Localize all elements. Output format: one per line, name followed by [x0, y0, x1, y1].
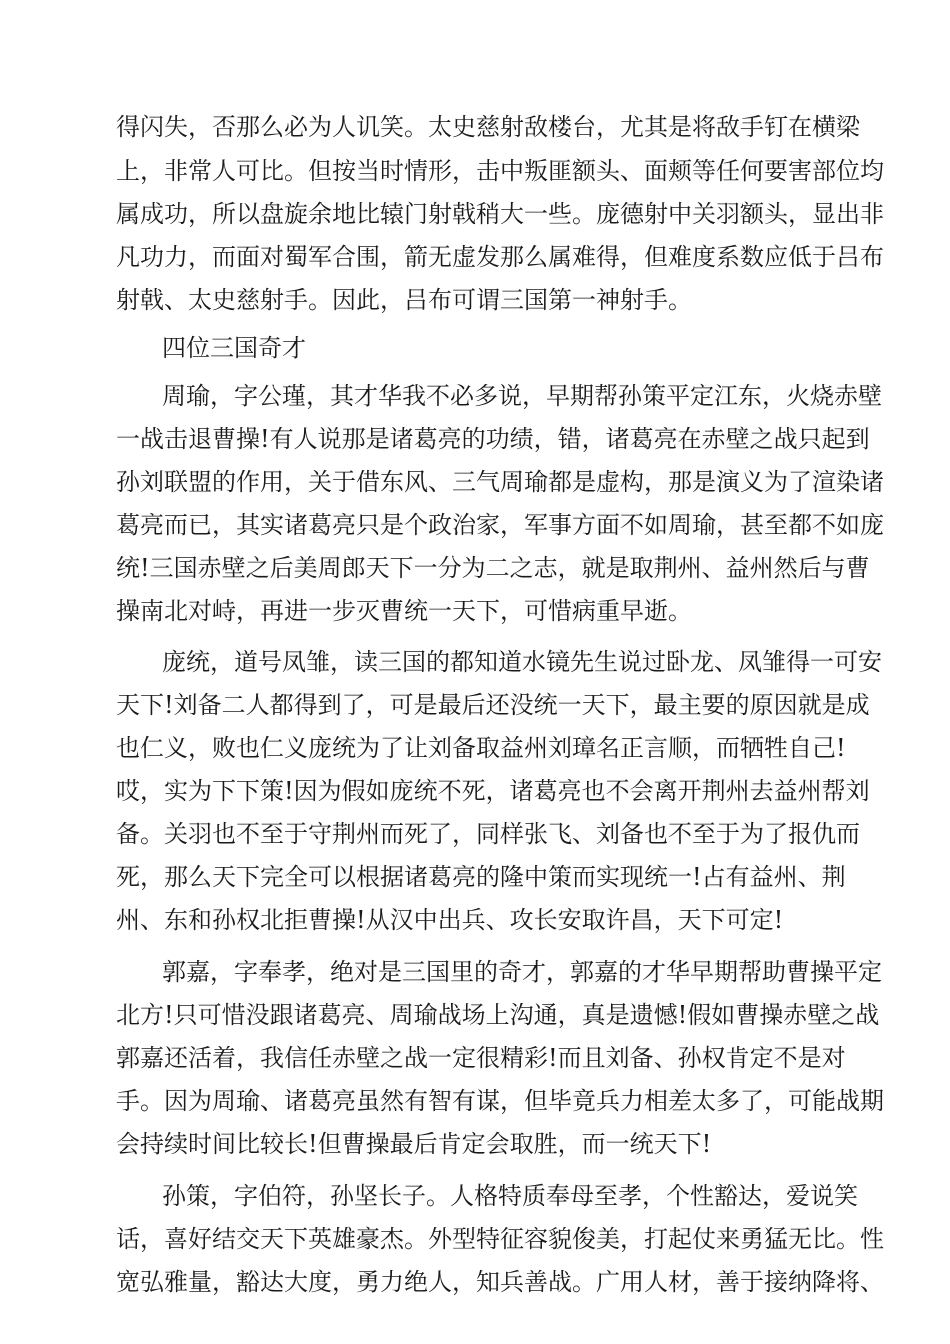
line-text: 宽弘雅量，豁达大度，勇力绝人，知兵善战。广用人材，善于接纳降将、 — [116, 1268, 884, 1296]
line-text: 州、东和孙权北拒曹操!从汉中出兵、攻长安取许昌，天下可定! — [116, 906, 784, 934]
text-line — [0, 375, 950, 417]
section-heading — [0, 327, 950, 369]
text-line — [0, 418, 950, 460]
line-text: 上，非常人可比。但按当时情形，击中叛匪额头、面颊等任何要害部位均 — [116, 157, 884, 185]
line-text: 葛亮而已，其实诸葛亮只是个政治家，军事方面不如周瑜，甚至都不如庞 — [116, 511, 884, 539]
line-text: 统!三国赤壁之后美周郎天下一分为二之志，就是取荆州、益州然后与曹 — [116, 554, 870, 582]
line-text: 哎，实为下下策!因为假如庞统不死，诸葛亮也不会离开荆州去益州帮刘 — [116, 777, 870, 805]
text-line — [0, 590, 950, 632]
text-line — [0, 1037, 950, 1079]
text-line — [0, 236, 950, 278]
line-text: 话，喜好结交天下英雄豪杰。外型特征容貌俊美，打起仗来勇猛无比。性 — [116, 1225, 884, 1253]
text-line — [0, 150, 950, 192]
text-line — [0, 770, 950, 812]
text-line — [0, 1175, 950, 1217]
line-text: 孙策，字伯符，孙坚长子。人格特质奉母至孝，个性豁达，爱说笑 — [162, 1182, 858, 1210]
line-text: 也仁义，败也仁义庞统为了让刘备取益州刘璋名正言顺，而牺牲自己! — [116, 734, 846, 762]
line-text: 庞统，道号凤雏，读三国的都知道水镜先生说过卧龙、凤雏得一可安 — [162, 648, 882, 676]
line-text: 孙刘联盟的作用，关于借东风、三气周瑜都是虚构，那是演义为了渲染诸 — [116, 468, 884, 496]
line-text: 周瑜，字公瑾，其才华我不必多说，早期帮孙策平定江东，火烧赤壁 — [162, 382, 882, 410]
line-text: 射戟、太史慈射手。因此，吕布可谓三国第一神射手。 — [116, 286, 692, 314]
text-line — [0, 193, 950, 235]
text-line — [0, 727, 950, 769]
text-line — [0, 994, 950, 1036]
line-text: 凡功力，而面对蜀军合围，箭无虚发那么属难得，但难度系数应低于吕布 — [116, 243, 884, 271]
text-line — [0, 1080, 950, 1122]
line-text: 属成功，所以盘旋余地比辕门射戟稍大一些。庞德射中关羽额头，显出非 — [116, 200, 884, 228]
line-text: 北方!只可惜没跟诸葛亮、周瑜战场上沟通，真是遗憾!假如曹操赤壁之战 — [116, 1001, 880, 1029]
text-line — [0, 504, 950, 546]
text-line — [0, 1123, 950, 1165]
text-line — [0, 684, 950, 726]
text-line — [0, 547, 950, 589]
text-line — [0, 899, 950, 941]
text-line — [0, 641, 950, 683]
line-text: 郭嘉，字奉孝，绝对是三国里的奇才，郭嘉的才华早期帮助曹操平定 — [162, 958, 882, 986]
line-text: 会持续时间比较长!但曹操最后肯定会取胜，而一统天下! — [116, 1130, 712, 1158]
text-line — [0, 461, 950, 503]
line-text: 郭嘉还活着，我信任赤壁之战一定很精彩!而且刘备、孙权肯定不是对 — [116, 1044, 846, 1072]
text-line — [0, 279, 950, 321]
line-text: 天下!刘备二人都得到了，可是最后还没统一天下，最主要的原因就是成 — [116, 691, 870, 719]
line-text: 得闪失，否那么必为人讥笑。太史慈射敌楼台，尤其是将敌手钉在横梁 — [116, 113, 860, 141]
line-text: 死，那么天下完全可以根据诸葛亮的隆中策而实现统一!占有益州、荆 — [116, 863, 846, 891]
text-line — [0, 813, 950, 855]
text-line — [0, 106, 950, 148]
line-text: 手。因为周瑜、诸葛亮虽然有智有谋，但毕竟兵力相差太多了，可能战期 — [116, 1087, 884, 1115]
line-text: 一战击退曹操!有人说那是诸葛亮的功绩，错，诸葛亮在赤壁之战只起到 — [116, 425, 870, 453]
line-text: 备。关羽也不至于守荆州而死了，同样张飞、刘备也不至于为了报仇而 — [116, 820, 860, 848]
text-line — [0, 1261, 950, 1303]
line-text: 操南北对峙，再进一步灭曹统一天下，可惜病重早逝。 — [116, 597, 692, 625]
text-line — [0, 951, 950, 993]
heading-text: 四位三国奇才 — [162, 334, 306, 362]
text-line — [0, 856, 950, 898]
text-line — [0, 1218, 950, 1260]
